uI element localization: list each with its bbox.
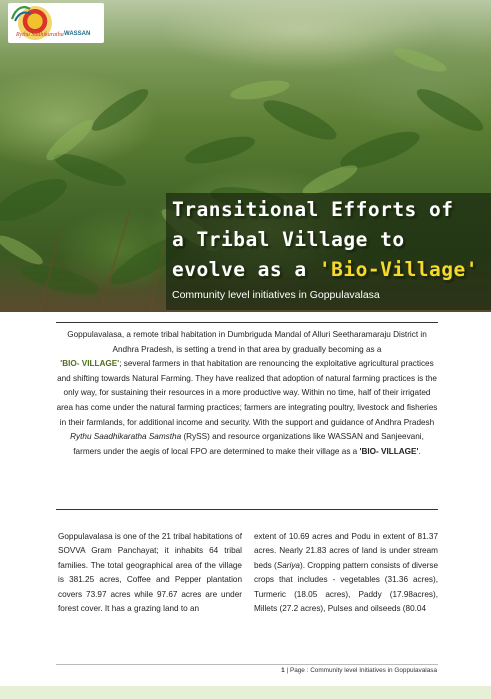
logo-left-text: Rythu Sadhikaratha (16, 32, 64, 38)
divider-top (56, 322, 438, 323)
body-column-right (254, 530, 438, 616)
bottom-band (0, 686, 491, 699)
divider-bottom (56, 509, 438, 510)
page-number: 1 (281, 667, 285, 674)
title-line-3-pre: evolve as a (172, 258, 319, 281)
title-panel (166, 193, 491, 310)
rss-name: Rythu Saadhikaratha Samstha (70, 432, 182, 442)
page-subtitle: Community level initiatives in Goppulavalasa (172, 289, 380, 301)
page-footer (281, 667, 437, 674)
intro-paragraph (56, 328, 438, 459)
sariya-term: Sariya (276, 560, 300, 570)
intro-text-1: Goppulavalasa, a remote tribal habitation in Dumbriguda Mandal of Alluri Seetharamaraju District in Andhra Pradesh, is setting a trend in that area by gradually becoming as a (67, 330, 427, 354)
logo-right-text: WASSAN (64, 31, 91, 37)
col2-text-b: ). Cropping pattern consists of diverse crops that includes - vegetables (31.36 acres), Turmeric (18.05 acres), Paddy (17.98acres), Millets (27.2 acres), Pulses and oilseeds (80.04 (254, 560, 438, 614)
title-line-1: Transitional Efforts of (172, 198, 454, 221)
col2-text-a: extent of 10.69 acres and Podu in extent of 81.37 acres. Nearly 21.83 acres of land is under stream beds ( (254, 532, 438, 570)
intro-text-3: (RySS) and resource organizations like WASSAN and Sanjeevani, farmers under the aegis of local FPO are determined to make their village as a (73, 432, 424, 456)
title-line-2: a Tribal Village to (172, 228, 405, 251)
footer-text: Page : Community level Initiatives in Goppulavalasa (289, 667, 437, 674)
title-line-3 (172, 258, 478, 281)
bio-village-term: 'BIO- VILLAGE' (60, 359, 120, 369)
logo-strip (8, 3, 104, 43)
bio-village-term-end: 'BIO- VILLAGE' (359, 446, 419, 456)
title-accent: 'Bio-Village' (318, 258, 479, 281)
footer-rule (56, 664, 438, 665)
footer-separator: | (284, 667, 290, 674)
wassan-logo-icon (8, 3, 34, 23)
intro-text-4: . (418, 446, 421, 456)
body-column-left: Goppulavalasa is one of the 21 tribal habitations of SOVVA Gram Panchayat; it inhabits 64 tribal families. The total geographical area of the village is 381.25 acres, Coffee and Pepper plantation covers 73.97 acres while 97.67 acres are under forest cover. It has a grazing land to an (58, 532, 242, 614)
intro-text-2: ; several farmers in that habitation are renouncing the exploitative agricultural practices and shifting towards Natural Farming. They have realized that adoption of natural farming practices is the only way, for sustaining their resources in a more productive way. Within no time, half of their irrigated area has come under the natural farming practices; farmers are integrating poultry, livestock and fisheries in their farmlands, for additional income and security. With the support and guidance of Andhra Pradesh (56, 359, 438, 427)
hero-photo (0, 0, 491, 312)
